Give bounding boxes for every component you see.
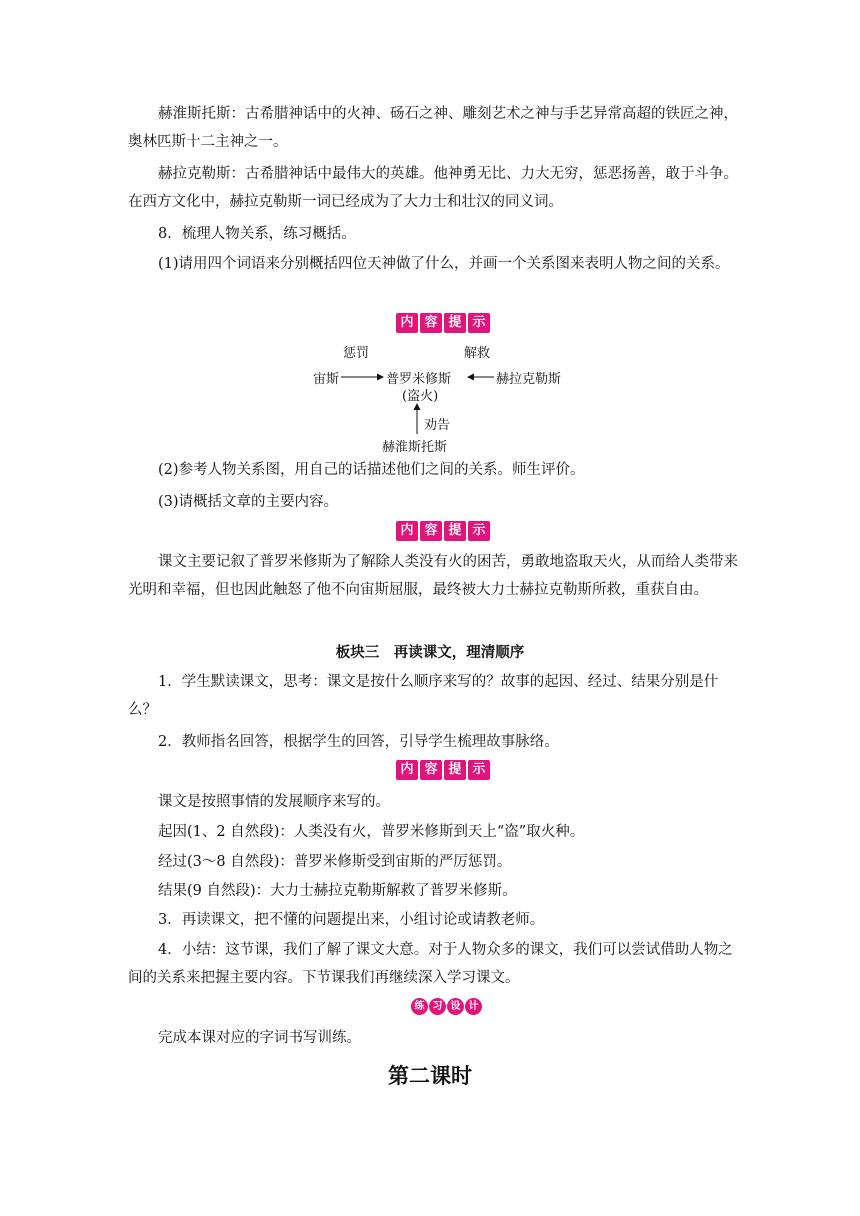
- badge-char: 内: [396, 521, 418, 541]
- badge-char: 内: [396, 760, 418, 780]
- badge-char: 提: [444, 521, 466, 541]
- badge-char: 容: [420, 760, 442, 780]
- badge-char: 示: [468, 521, 490, 541]
- paragraph-step-3: 3．再读课文，把不懂的问题提出来，小组讨论或请教老师。: [158, 912, 545, 928]
- paragraph-result: 结果(9 自然段)：大力士赫拉克勒斯解救了普罗米修斯。: [158, 883, 517, 899]
- diagram-node-zeus: 宙斯: [313, 372, 340, 387]
- paragraph-step-1: 1．学生默读课文，思考：课文是按什么顺序来写的？故事的起因、经过、结果分别是什么？: [128, 674, 719, 718]
- paragraph-task-8-3: (3)请概括文章的主要内容。: [158, 494, 339, 510]
- paragraph-step-2: 2．教师指名回答，根据学生的回答，引导学生梳理故事脉络。: [158, 734, 559, 750]
- paragraph-task-8-2: (2)参考人物关系图，用自己的话描述他们之间的关系。师生评价。: [158, 462, 585, 478]
- badge-char: 计: [465, 998, 482, 1015]
- diagram-node-prometheus: 普罗米修斯: [386, 372, 452, 387]
- paragraph-task-8: 8．梳理人物关系，练习概括。: [158, 226, 356, 242]
- paragraph-heracles: 赫拉克勒斯：古希腊神话中最伟大的英雄。他神勇无比、力大无穷，惩恶扬善，敢于斗争。在西方文化中，赫拉克勒斯一词已经成为了大力士和壮汉的同义词。: [128, 166, 738, 210]
- diagram-label-steal-fire: (盗火): [402, 389, 439, 404]
- diagram-node-hephaestus: 赫淮斯托斯: [382, 440, 448, 455]
- diagram-node-heracles: 赫拉克勒斯: [496, 372, 562, 387]
- badge-char: 提: [444, 760, 466, 780]
- paragraph-summary: 4．小结：这节课，我们了解了课文大意。对于人物众多的课文，我们可以尝试借助人物之间的关系来把握主要内容。下节课我们再继续深入学习课文。: [128, 942, 733, 986]
- paragraph-order: 课文是按照事情的发展顺序来写的。: [158, 794, 390, 810]
- practice-design-badge: [411, 998, 482, 1015]
- badge-char: 提: [444, 313, 466, 333]
- badge-char: 习: [429, 998, 446, 1015]
- paragraph-hephaestus: 赫淮斯托斯：古希腊神话中的火神、砀石之神、雕刻艺术之神与手艺异常高超的铁匠之神，奥林匹斯十二主神之一。: [128, 106, 738, 150]
- diagram-label-punish: 惩罚: [343, 346, 370, 361]
- paragraph-practice: 完成本课对应的字词书写训练。: [158, 1030, 361, 1046]
- badge-char: 设: [447, 998, 464, 1015]
- badge-char: 示: [468, 760, 490, 780]
- section-title: 板块三 再读课文，理清顺序: [335, 645, 525, 661]
- paragraph-process: 经过(3～8 自然段)：普罗米修斯受到宙斯的严厉惩罚。: [158, 854, 512, 870]
- badge-char: 容: [420, 313, 442, 333]
- badge-char: 示: [468, 313, 490, 333]
- paragraph-main-content: 课文主要记叙了普罗米修斯为了解除人类没有火的困苦，勇敢地盗取天火，从而给人类带来光明和幸福，但也因此触怒了他不向宙斯屈服，最终被大力士赫拉克勒斯所救，重获自由。: [128, 554, 738, 598]
- paragraph-cause: 起因(1、2 自然段)：人类没有火，普罗米修斯到天上“盗”取火种。: [158, 824, 585, 840]
- badge-char: 练: [411, 998, 428, 1015]
- paragraph-task-8-1: (1)请用四个词语来分别概括四位天神做了什么，并画一个关系图来表明人物之间的关系。: [158, 256, 730, 272]
- content-hint-badge: [396, 521, 490, 541]
- content-hint-badge: [396, 760, 490, 780]
- badge-char: 容: [420, 521, 442, 541]
- lesson-title: 第二课时: [388, 1064, 472, 1088]
- diagram-label-advise: 劝告: [424, 418, 451, 433]
- badge-char: 内: [396, 313, 418, 333]
- diagram-label-rescue: 解救: [464, 346, 491, 361]
